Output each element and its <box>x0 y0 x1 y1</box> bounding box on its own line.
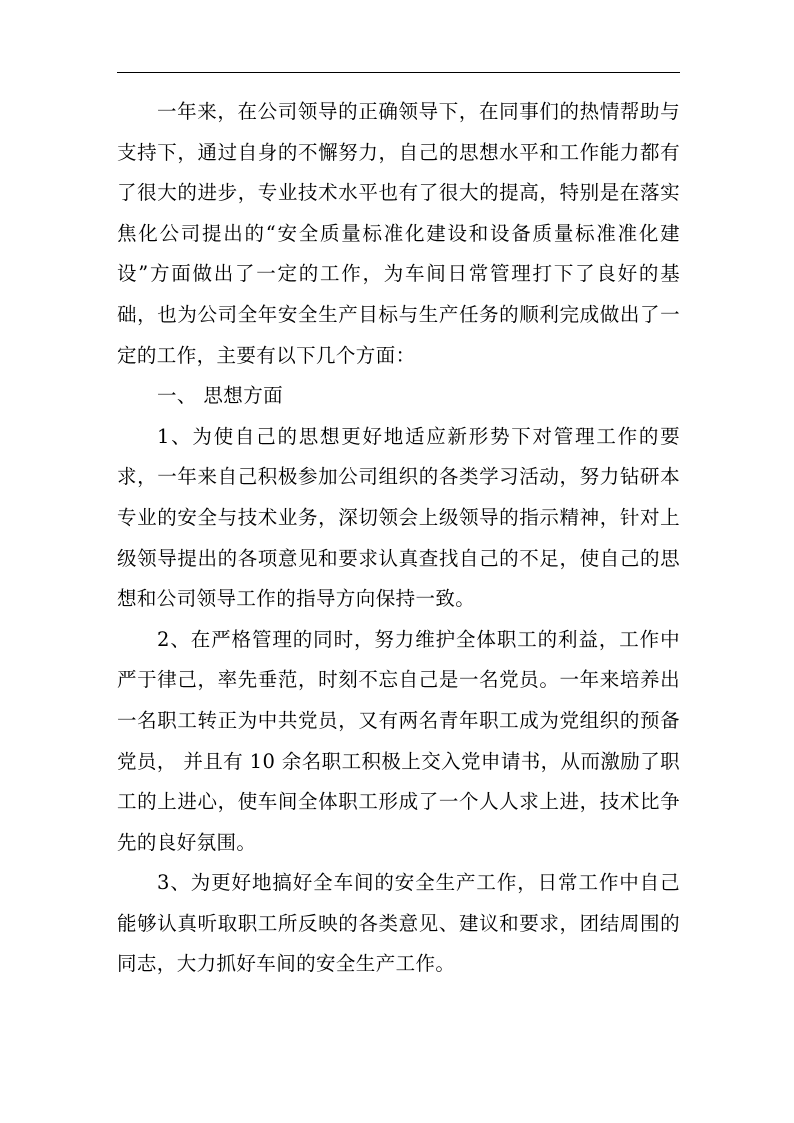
paragraph-item-3: 3、为更好地搞好全车间的安全生产工作，日常工作中自己能够认真听取职工所反映的各类意见、建议和要求，团结周围的同志，大力抓好车间的安全生产工作。 <box>117 871 680 976</box>
paragraph-item-1: 1、为使自己的思想更好地适应新形势下对管理工作的要求，一年来自己积极参加公司组织的各类学习活动，努力钻研本专业的安全与技术业务，深切领会上级领导的指示精神，针对上级领导提出的各项意见和要求认真查找自己的不足，使自己的思想和公司领导工作的指导方向保持一致。 <box>117 424 680 611</box>
paragraph-item-2: 2、在严格管理的同时，努力维护全体职工的利益，工作中严于律己，率先垂范，时刻不忘自己是一名党员。一年来培养出一名职工转正为中共党员，又有两名青年职工成为党组织的预备党员， 并且有 10 余名职工积极上交入党申请书，从而激励了职工的上进心，使车间全体职工形成了一个人人求上进，技术比争先的良好氛围。 <box>117 627 680 854</box>
document-body <box>117 92 680 985</box>
header-rule <box>117 72 680 73</box>
intro-paragraph: 一年来，在公司领导的正确领导下，在同事们的热情帮助与支持下，通过自身的不懈努力，自己的思想水平和工作能力都有了很大的进步，专业技术水平也有了很大的提高，特别是在落实焦化公司提出的“安全质量标准化建设和设备质量标准准化建设”方面做出了一定的工作，为车间日常管理打下了良好的基础，也为公司全年安全生产目标与生产任务的顺利完成做出了一定的工作，主要有以下几个方面： <box>117 100 680 367</box>
section-heading-ideology: 一、 思想方面 <box>157 384 283 408</box>
